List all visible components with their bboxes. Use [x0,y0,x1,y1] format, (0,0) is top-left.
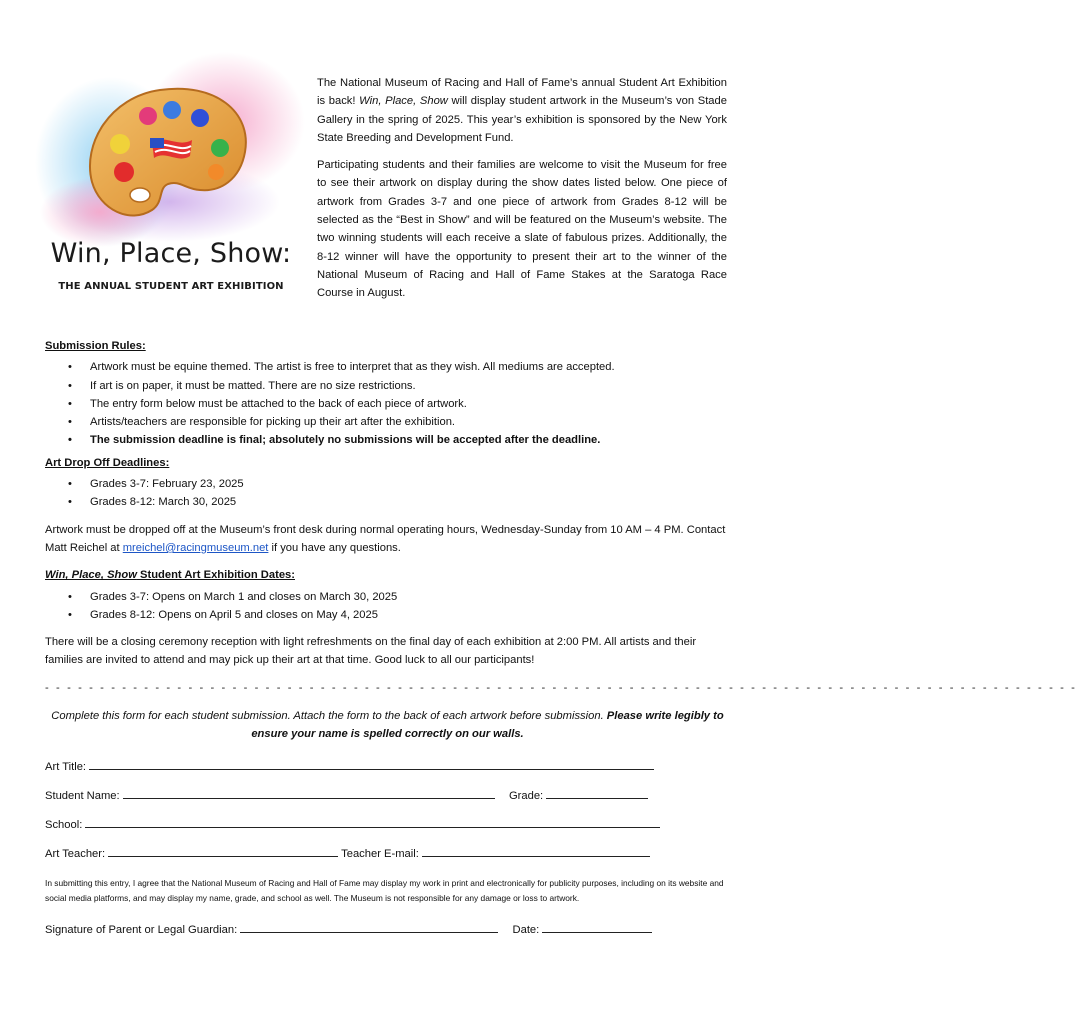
list-item: • Artwork must be equine themed. The artist is free to interpret that as they wish. All mediums are accepted. [90,358,730,376]
exhibition-logo [40,52,302,314]
instruction-bold-text: Please write legibly to ensure your name is spelled correctly on our walls. [251,710,724,741]
exhibition-name: Win, Place, Show [45,569,137,582]
art-title-field[interactable] [89,756,654,770]
art-teacher-field[interactable] [108,843,338,857]
signature-label: Signature of Parent or Legal Guardian: [45,924,238,937]
form-instructions [45,707,730,744]
list-item: • Grades 3-7: February 23, 2025 [90,475,730,493]
grade-field[interactable] [546,785,648,799]
submission-rules-list [45,358,730,449]
list-item: • The entry form below must be attached to the back of each piece of artwork. [90,395,730,413]
student-name-label: Student Name: [45,789,120,802]
teacher-row [45,843,730,872]
teacher-email-label: Teacher E-mail: [341,847,419,860]
art-palette-icon [40,52,302,242]
dropoff-paragraph [45,521,730,558]
logo-subtitle: THE ANNUAL STUDENT ART EXHIBITION [58,281,284,292]
art-title-row [45,756,730,785]
art-title-label: Art Title: [45,760,87,773]
school-field[interactable] [85,814,660,828]
dropoff-text: Artwork must be dropped off at the Museum’s front desk during normal operating hours, Wednesday-Sunday from 10 AM – 4 PM. Contact Matt Reichel at [45,523,726,554]
intro-paragraph-1 [317,74,727,147]
list-item: • Grades 8-12: March 30, 2025 [90,493,730,511]
dropoff-heading: Art Drop Off Deadlines: [45,456,170,469]
deadline-final-item: • The submission deadline is final; absolutely no submissions will be accepted after the deadline. [90,431,730,449]
intro-paragraph-2: Participating students and their families are welcome to visit the Museum for free to see their artwork on display during the show dates listed below. One piece of artwork from Grades 3-7 and one piece of artwork from Grades 8-12 will be selected as the “Best in Show” and will be featured on the Museum’s website. The two winning students will each receive a slate of fabulous prizes. Additionally, the 8-12 winner will have the opportunity to present their art to the winner of the National Museum of Racing and Hall of Fame Stakes at the Saratoga Race Course in August. [317,159,727,300]
intro-section [317,74,727,312]
list-item: • Grades 3-7: Opens on March 1 and closes on March 30, 2025 [90,588,730,606]
closing-paragraph: There will be a closing ceremony reception with light refreshments on the final day of each exhibition at 2:00 PM. All artists and their families are invited to attend and may pick up their art at that time. Good luck to all our participants! [45,636,697,667]
dropoff-text: if you have any questions. [268,541,401,554]
date-label: Date: [512,924,540,937]
school-label: School: [45,818,83,831]
signature-row [45,919,730,948]
grade-label: Grade: [508,789,544,802]
teacher-email-field[interactable] [422,843,650,857]
dropoff-list [45,475,730,512]
list-item: • If art is on paper, it must be matted. There are no size restrictions. [90,377,730,395]
main-content [45,337,1077,948]
intro-text: The National Museum of Racing and Hall of Fame’s annual Student Art Exhibition is back! [317,77,727,108]
intro-text: will display student artwork in the Museum’s von Stade Gallery in the spring of 2025. This year’s exhibition is sponsored by the New York State Breeding and Development Fund. [317,95,727,144]
school-row [45,814,730,843]
date-field[interactable] [542,919,652,933]
signature-field[interactable] [240,919,498,933]
list-item: • Artists/teachers are responsible for picking up their art after the exhibition. [90,413,730,431]
list-item: • Grades 8-12: Opens on April 5 and closes on May 4, 2025 [90,606,730,624]
dates-heading-text: Student Art Exhibition Dates: [136,569,295,582]
consent-statement: In submitting this entry, I agree that the National Museum of Racing and Hall of Fame may display my work in print and electronically for publicity purposes, including on its website and social media platforms, and may display my name, grade, and school as well. The Museum is not responsible for any damage or loss to artwork. [45,877,724,904]
exhibition-name: Win, Place, Show [359,95,448,108]
student-name-row [45,785,730,814]
exhibition-dates-heading [45,566,730,584]
contact-email-link[interactable]: mreichel@racingmuseum.net [122,541,269,554]
logo-title: Win, Place, Show: [50,238,292,269]
cut-line: - - - - - - - - - - - - - - - - - - - - - - - - - - - - - - - - - - - - - - - - - - - - - - - - - - - - - - - - - - - - - - - - - - - - - - - - - - - - - - - - - - - - - - - - - - - - - - [45,681,1077,694]
submission-rules-heading: Submission Rules: [45,340,146,352]
student-name-field[interactable] [123,785,495,799]
art-teacher-label: Art Teacher: [45,847,106,860]
exhibition-dates-list [45,588,730,625]
instruction-text: Complete this form for each student submission. Attach the form to the back of each artwork before submission. [51,710,607,723]
